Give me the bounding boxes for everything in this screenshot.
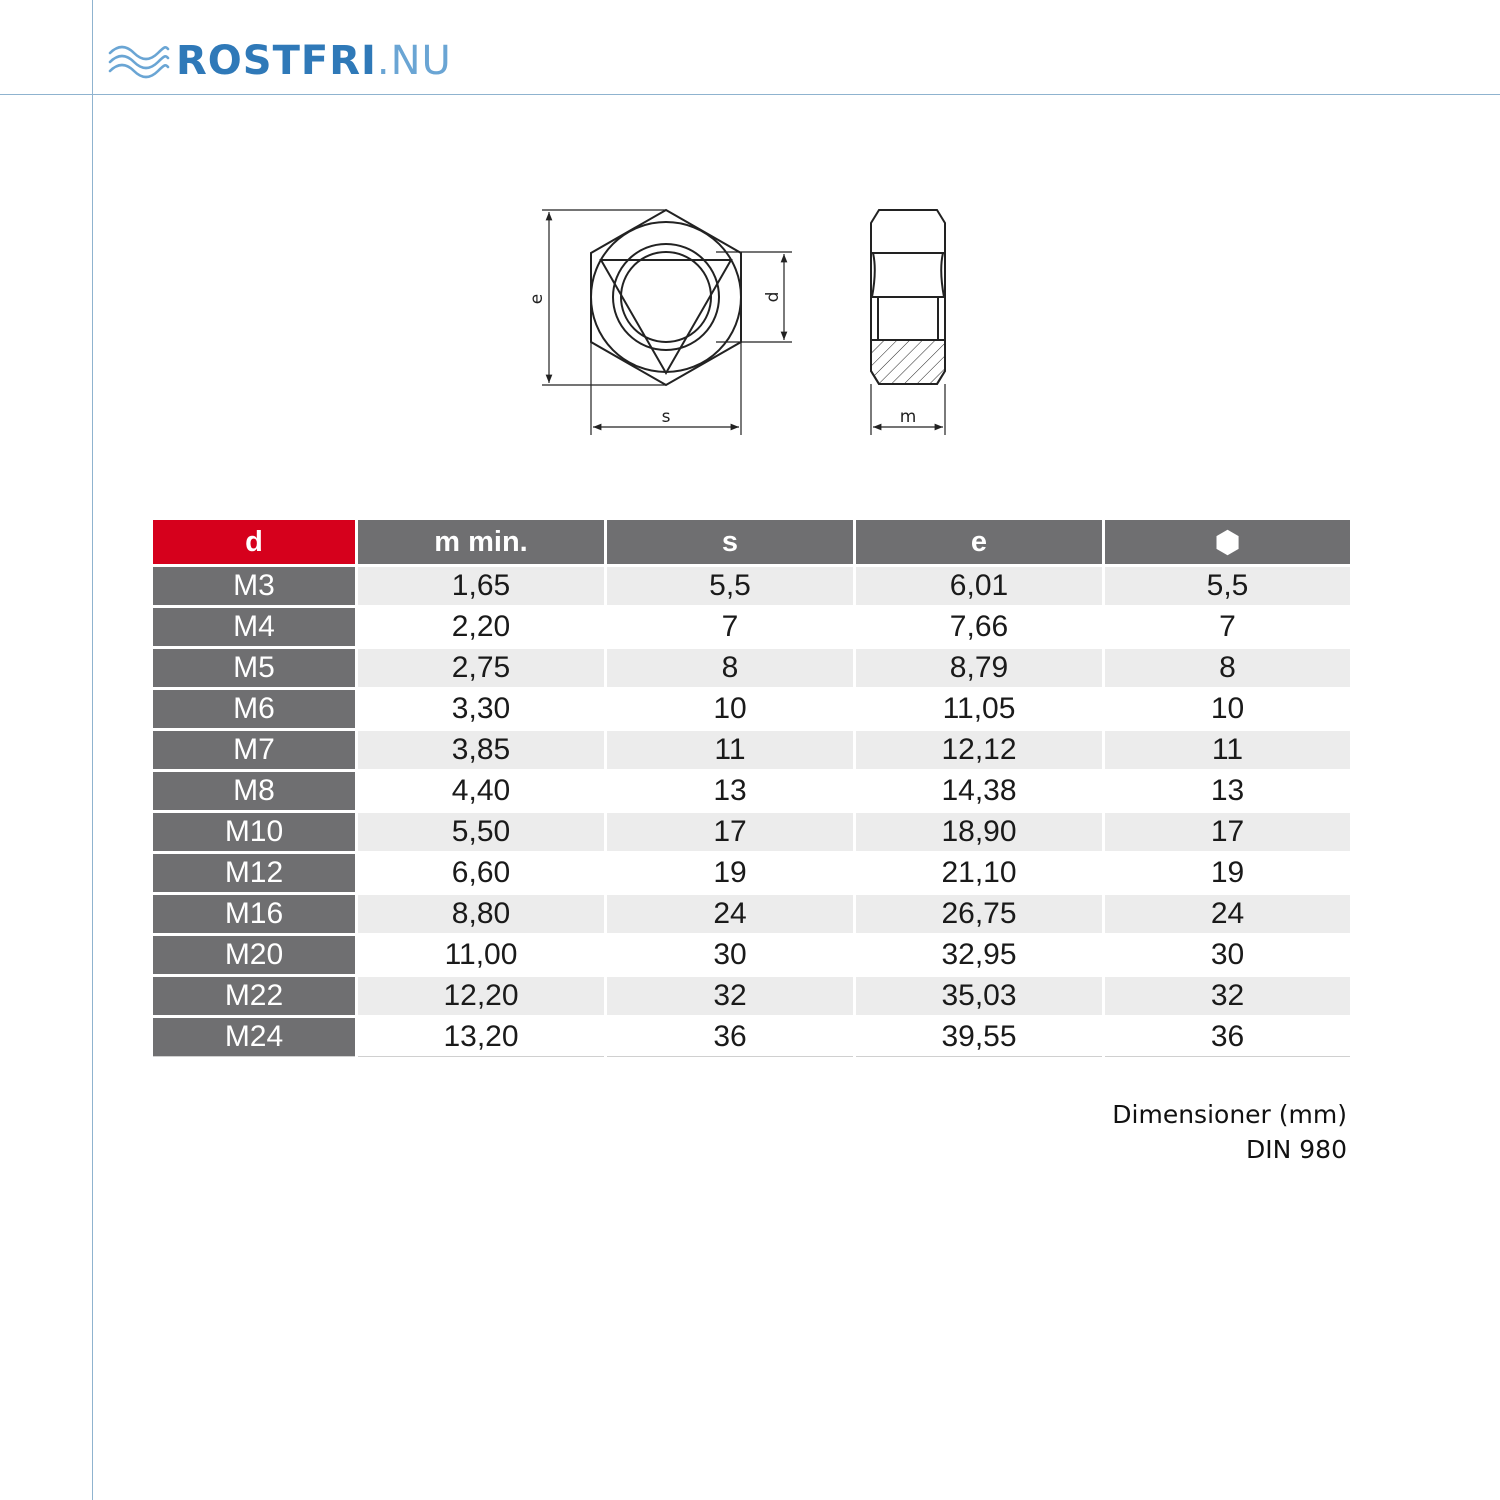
vertical-guide-line	[92, 0, 93, 1500]
cell-e: 14,38	[855, 771, 1104, 812]
cell-e: 12,12	[855, 730, 1104, 771]
table-row	[152, 976, 1352, 1017]
table-row	[152, 812, 1352, 853]
cell-d: M10	[152, 812, 357, 853]
cell-wrench-size: 10	[1104, 689, 1352, 730]
cell-m-min: 13,20	[357, 1017, 606, 1057]
table-row	[152, 607, 1352, 648]
cell-d: M8	[152, 771, 357, 812]
table-row	[152, 935, 1352, 976]
cell-s: 7	[606, 607, 855, 648]
table-header-row	[152, 519, 1352, 566]
table-row	[152, 853, 1352, 894]
dimension-label-m: m	[899, 407, 917, 427]
cell-d: M6	[152, 689, 357, 730]
units-note: Dimensioner (mm)	[1112, 1100, 1347, 1129]
header-e: e	[855, 519, 1104, 566]
cell-s: 11	[606, 730, 855, 771]
cell-wrench-size: 30	[1104, 935, 1352, 976]
nut-front-view	[591, 210, 741, 385]
cell-e: 7,66	[855, 607, 1104, 648]
cell-d: M7	[152, 730, 357, 771]
cell-d: M12	[152, 853, 357, 894]
cell-d: M24	[152, 1017, 357, 1057]
dimension-table	[150, 517, 1353, 1057]
cell-m-min: 11,00	[357, 935, 606, 976]
cell-m-min: 3,85	[357, 730, 606, 771]
cell-m-min: 6,60	[357, 853, 606, 894]
header-hex-icon: ⬢	[1104, 519, 1352, 566]
cell-s: 8	[606, 648, 855, 689]
horizontal-guide-line	[0, 94, 1500, 95]
cell-m-min: 2,20	[357, 607, 606, 648]
cell-s: 5,5	[606, 566, 855, 607]
cell-s: 30	[606, 935, 855, 976]
dimension-label-d: d	[763, 291, 783, 303]
cell-d: M3	[152, 566, 357, 607]
cell-e: 6,01	[855, 566, 1104, 607]
cell-wrench-size: 24	[1104, 894, 1352, 935]
cell-e: 39,55	[855, 1017, 1104, 1057]
cell-s: 10	[606, 689, 855, 730]
cell-e: 18,90	[855, 812, 1104, 853]
cell-e: 21,10	[855, 853, 1104, 894]
cell-s: 19	[606, 853, 855, 894]
cell-e: 26,75	[855, 894, 1104, 935]
cell-m-min: 4,40	[357, 771, 606, 812]
cell-e: 8,79	[855, 648, 1104, 689]
table-row	[152, 894, 1352, 935]
cell-s: 13	[606, 771, 855, 812]
cell-s: 24	[606, 894, 855, 935]
cell-d: M22	[152, 976, 357, 1017]
cell-d: M5	[152, 648, 357, 689]
table-row	[152, 648, 1352, 689]
cell-wrench-size: 32	[1104, 976, 1352, 1017]
cell-m-min: 3,30	[357, 689, 606, 730]
header-m-min: m min.	[357, 519, 606, 566]
cell-wrench-size: 11	[1104, 730, 1352, 771]
brand-logo	[108, 36, 452, 86]
logo-text-suffix: .NU	[376, 38, 452, 84]
cell-e: 11,05	[855, 689, 1104, 730]
dimension-label-e: e	[527, 293, 547, 305]
cell-s: 36	[606, 1017, 855, 1057]
cell-m-min: 12,20	[357, 976, 606, 1017]
cell-m-min: 5,50	[357, 812, 606, 853]
cell-wrench-size: 19	[1104, 853, 1352, 894]
cell-wrench-size: 7	[1104, 607, 1352, 648]
cell-e: 35,03	[855, 976, 1104, 1017]
table-row	[152, 771, 1352, 812]
cell-wrench-size: 17	[1104, 812, 1352, 853]
cell-e: 32,95	[855, 935, 1104, 976]
cell-d: M20	[152, 935, 357, 976]
cell-s: 17	[606, 812, 855, 853]
cell-d: M16	[152, 894, 357, 935]
standard-note: DIN 980	[1246, 1135, 1347, 1164]
cell-wrench-size: 13	[1104, 771, 1352, 812]
cell-wrench-size: 8	[1104, 648, 1352, 689]
cell-m-min: 8,80	[357, 894, 606, 935]
logo-text	[176, 38, 452, 84]
cell-wrench-size: 36	[1104, 1017, 1352, 1057]
cell-m-min: 2,75	[357, 648, 606, 689]
section-hatching	[871, 340, 945, 384]
table-row	[152, 1017, 1352, 1057]
cell-s: 32	[606, 976, 855, 1017]
table-footnote	[1112, 1097, 1347, 1167]
logo-text-main: ROSTFRI	[176, 38, 377, 84]
table-row	[152, 730, 1352, 771]
hex-nut-technical-drawing	[520, 195, 960, 445]
header-d: d	[152, 519, 357, 566]
dimension-label-s: s	[661, 407, 671, 427]
wave-icon	[108, 41, 170, 81]
cell-m-min: 1,65	[357, 566, 606, 607]
cell-d: M4	[152, 607, 357, 648]
cell-wrench-size: 5,5	[1104, 566, 1352, 607]
table-row	[152, 689, 1352, 730]
header-s: s	[606, 519, 855, 566]
table-row	[152, 566, 1352, 607]
